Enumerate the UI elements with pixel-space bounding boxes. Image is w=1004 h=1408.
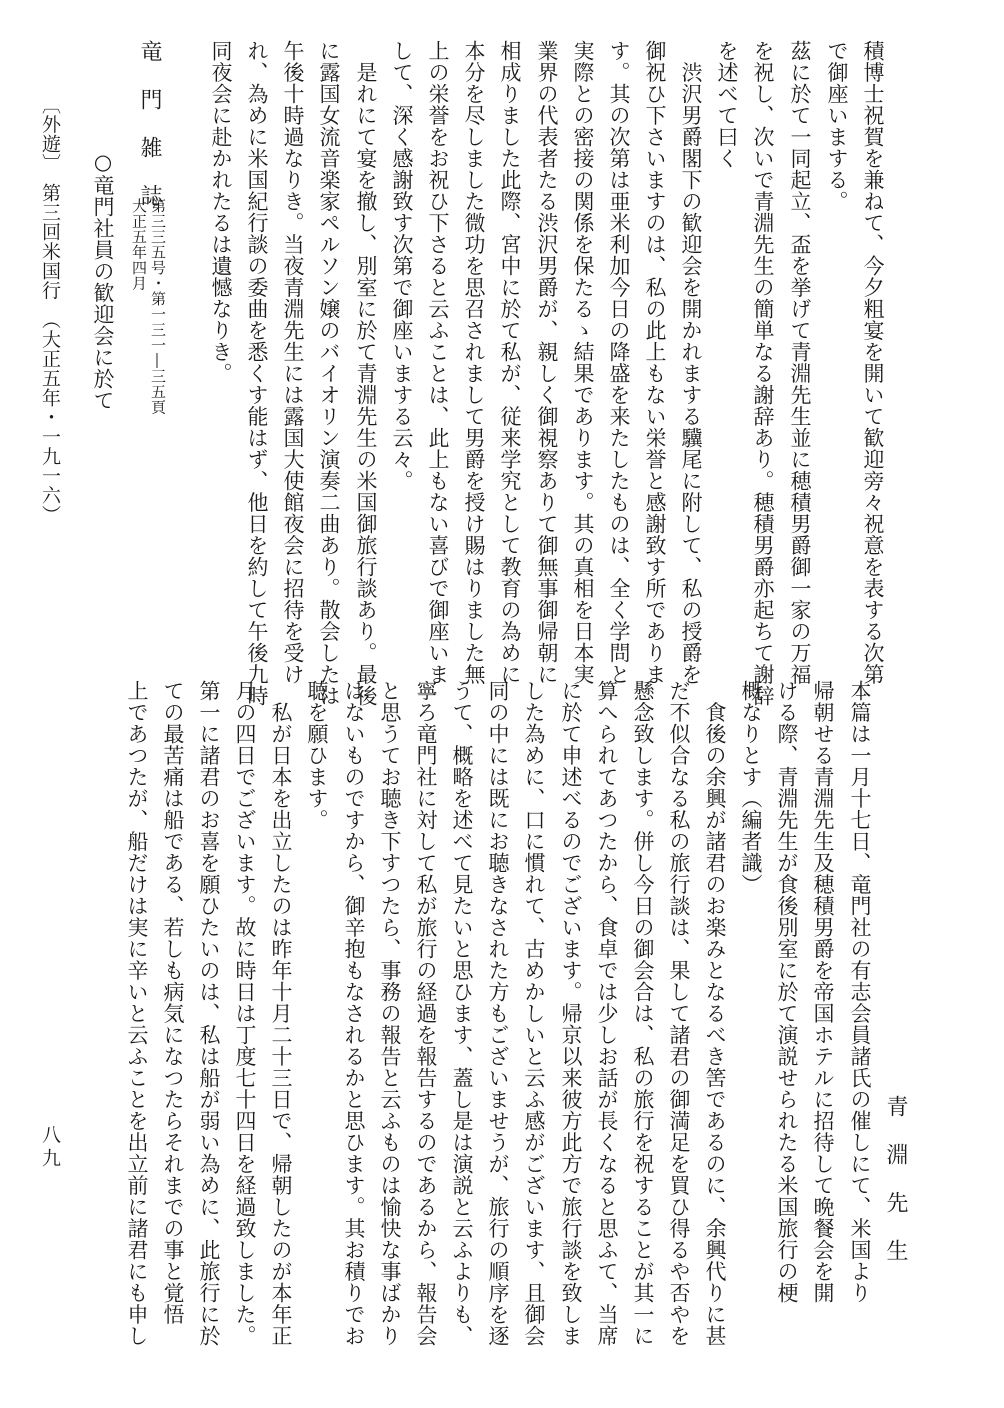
upper-text-line: 茲に於て一同起立、盃を挙げて青淵先生並に穂積男爵御一家の万福 — [788, 40, 812, 685]
running-footer: 〔外遊〕 第三回米国行 （大正五年・一九一六） — [39, 95, 61, 525]
lower-text-line: 聴を願ひます。 — [305, 680, 329, 831]
upper-text-line: で御座いまする。 — [825, 40, 849, 212]
lower-text-line: 上であつたが、船だけは実に辛いと云ふことを出立前に諸君にも申し — [125, 680, 149, 1347]
upper-text-line: 上の栄誉をお祝ひ下さると云ふことは、此上もない喜びで御座いま — [426, 40, 450, 685]
lower-text-line: うて、概略を述べて見たいと思ひます、蓋し是は演説と云ふよりも、 — [450, 680, 474, 1347]
upper-text-line: 本分を尽しました微功を思召されまして男爵を授け賜はりました無 — [462, 40, 486, 685]
lower-text-line: 算へられてあつたから、食卓では少しお話が長くなると思ふて、当席 — [595, 680, 619, 1347]
lower-text-line: 食後の余興が諸君のお楽みとなるべき筈であるのに、余興代りに甚 — [703, 680, 727, 1347]
lower-text-line: 月の四日でございます。故に時日は丁度七十四日を経過致しました。 — [233, 680, 257, 1347]
upper-text-line: れ、為めに米国紀行談の委曲を悉くす能はず、他日を約して午後九時 — [245, 40, 269, 707]
lower-text-line: 懸念致します。併し今日の御会合は、私の旅行を祝することが其一に — [631, 680, 655, 1347]
page-number: 八九 — [39, 1125, 61, 1171]
upper-text-line: 実際との密接の関係を保たるゝ結果であります。其の真相を日本実 — [571, 40, 595, 685]
upper-text-line: して、深く感謝致す次第で御座いまする云々。 — [390, 40, 414, 492]
upper-text-line: 積博士祝賀を兼ねて、今夕粗宴を開いて歓迎旁々祝意を表する次第 — [861, 40, 885, 685]
upper-text-line: 午後十時過なりき。当夜青淵先生には露国大使館夜会に招待を受け — [281, 40, 305, 685]
upper-text-line: 渋沢男爵閣下の歓迎会を開かれまする驥尾に附して、私の授爵を — [679, 40, 703, 685]
lower-text-line: 帰朝せる青淵先生及穂積男爵を帝国ホテルに招待して晩餐会を開 — [811, 680, 835, 1304]
lower-text-line: 第一に諸君のお喜を願ひたいのは、私は船が弱い為めに、此旅行に於 — [197, 680, 221, 1347]
upper-text-line: を祝し、次いで青淵先生の簡単なる謝辞あり。穂積男爵亦起ちて謝辞 — [751, 40, 775, 707]
speaker-heading: 青淵先生 — [883, 1095, 908, 1287]
source-date: 大正五年四月 — [130, 198, 148, 291]
lower-text-line: 本篇は一月十七日、竜門社の有志会員諸氏の催しにて、米国より — [848, 680, 872, 1304]
lower-text-line: ての最苦痛は船である、若しも病気になつたらそれまでの事と覚悟 — [161, 680, 185, 1325]
upper-text-line: す。其の次第は亜米利加今日の降盛を来たしたものは、全く学問と — [607, 40, 631, 685]
upper-text-line: に露国女流音楽家ペルソン嬢のバイオリン演奏二曲あり。散会したは — [317, 40, 341, 707]
lower-text-line: した為めに、口に慣れて、古めかしいと云ふ感がございます、且御会 — [522, 680, 546, 1347]
upper-text-line: を述べて曰く — [715, 40, 739, 169]
upper-text-line: 是れにて宴を撤し、別室に於て青淵先生の米国御旅行談あり。最後 — [354, 40, 378, 707]
upper-text-line: 業界の代表者たる渋沢男爵が、親しく御視察ありて御無事御帰朝に — [535, 40, 559, 685]
source-title: 竜門雑誌 — [137, 40, 162, 232]
lower-text-line: はないものですから、御辛抱もなされるかと思ひます。其お積りでお — [342, 680, 366, 1347]
lower-text-line: 概なりとす（編者識） — [739, 680, 763, 895]
source-article: ○竜門社員の歓迎会に於て — [91, 150, 115, 411]
lower-text-line: だ不似合なる私の旅行談は、果して諸君の御満足を買ひ得るや否やを — [667, 680, 691, 1347]
lower-text-line: 寧ろ竜門社に対して私が旅行の経過を報告するのであるから、報告会 — [414, 680, 438, 1347]
upper-text-line: 御祝ひ下さいますのは、私の此上もない栄誉と感謝致す所でありま — [643, 40, 667, 685]
lower-text-line: と思うてお聴き下すつたら、事務の報告と云ふものは愉快な事ばかり — [378, 680, 402, 1347]
upper-text-line: 同夜会に赴かれたるは遺憾なりき。 — [209, 40, 233, 384]
lower-text-line: 私が日本を出立したのは昨年十月二十三日で、帰朝したのが本年正 — [269, 680, 293, 1347]
source-issue: 第三三五号・第一三一―三五頁 — [149, 198, 167, 415]
lower-text-line: ける際、青淵先生が食後別室に於て演説せられたる米国旅行の梗 — [775, 680, 799, 1304]
lower-text-line: 同の中には既にお聴きなされた方もございませうが、旅行の順序を逐 — [486, 680, 510, 1347]
lower-text-line: に於て申述べるのでございます。帰京以来彼方此方で旅行談を致しま — [559, 680, 583, 1347]
upper-text-line: 相成りました此際、宮中に於て私が、従来学究として教育の為めに — [498, 40, 522, 685]
